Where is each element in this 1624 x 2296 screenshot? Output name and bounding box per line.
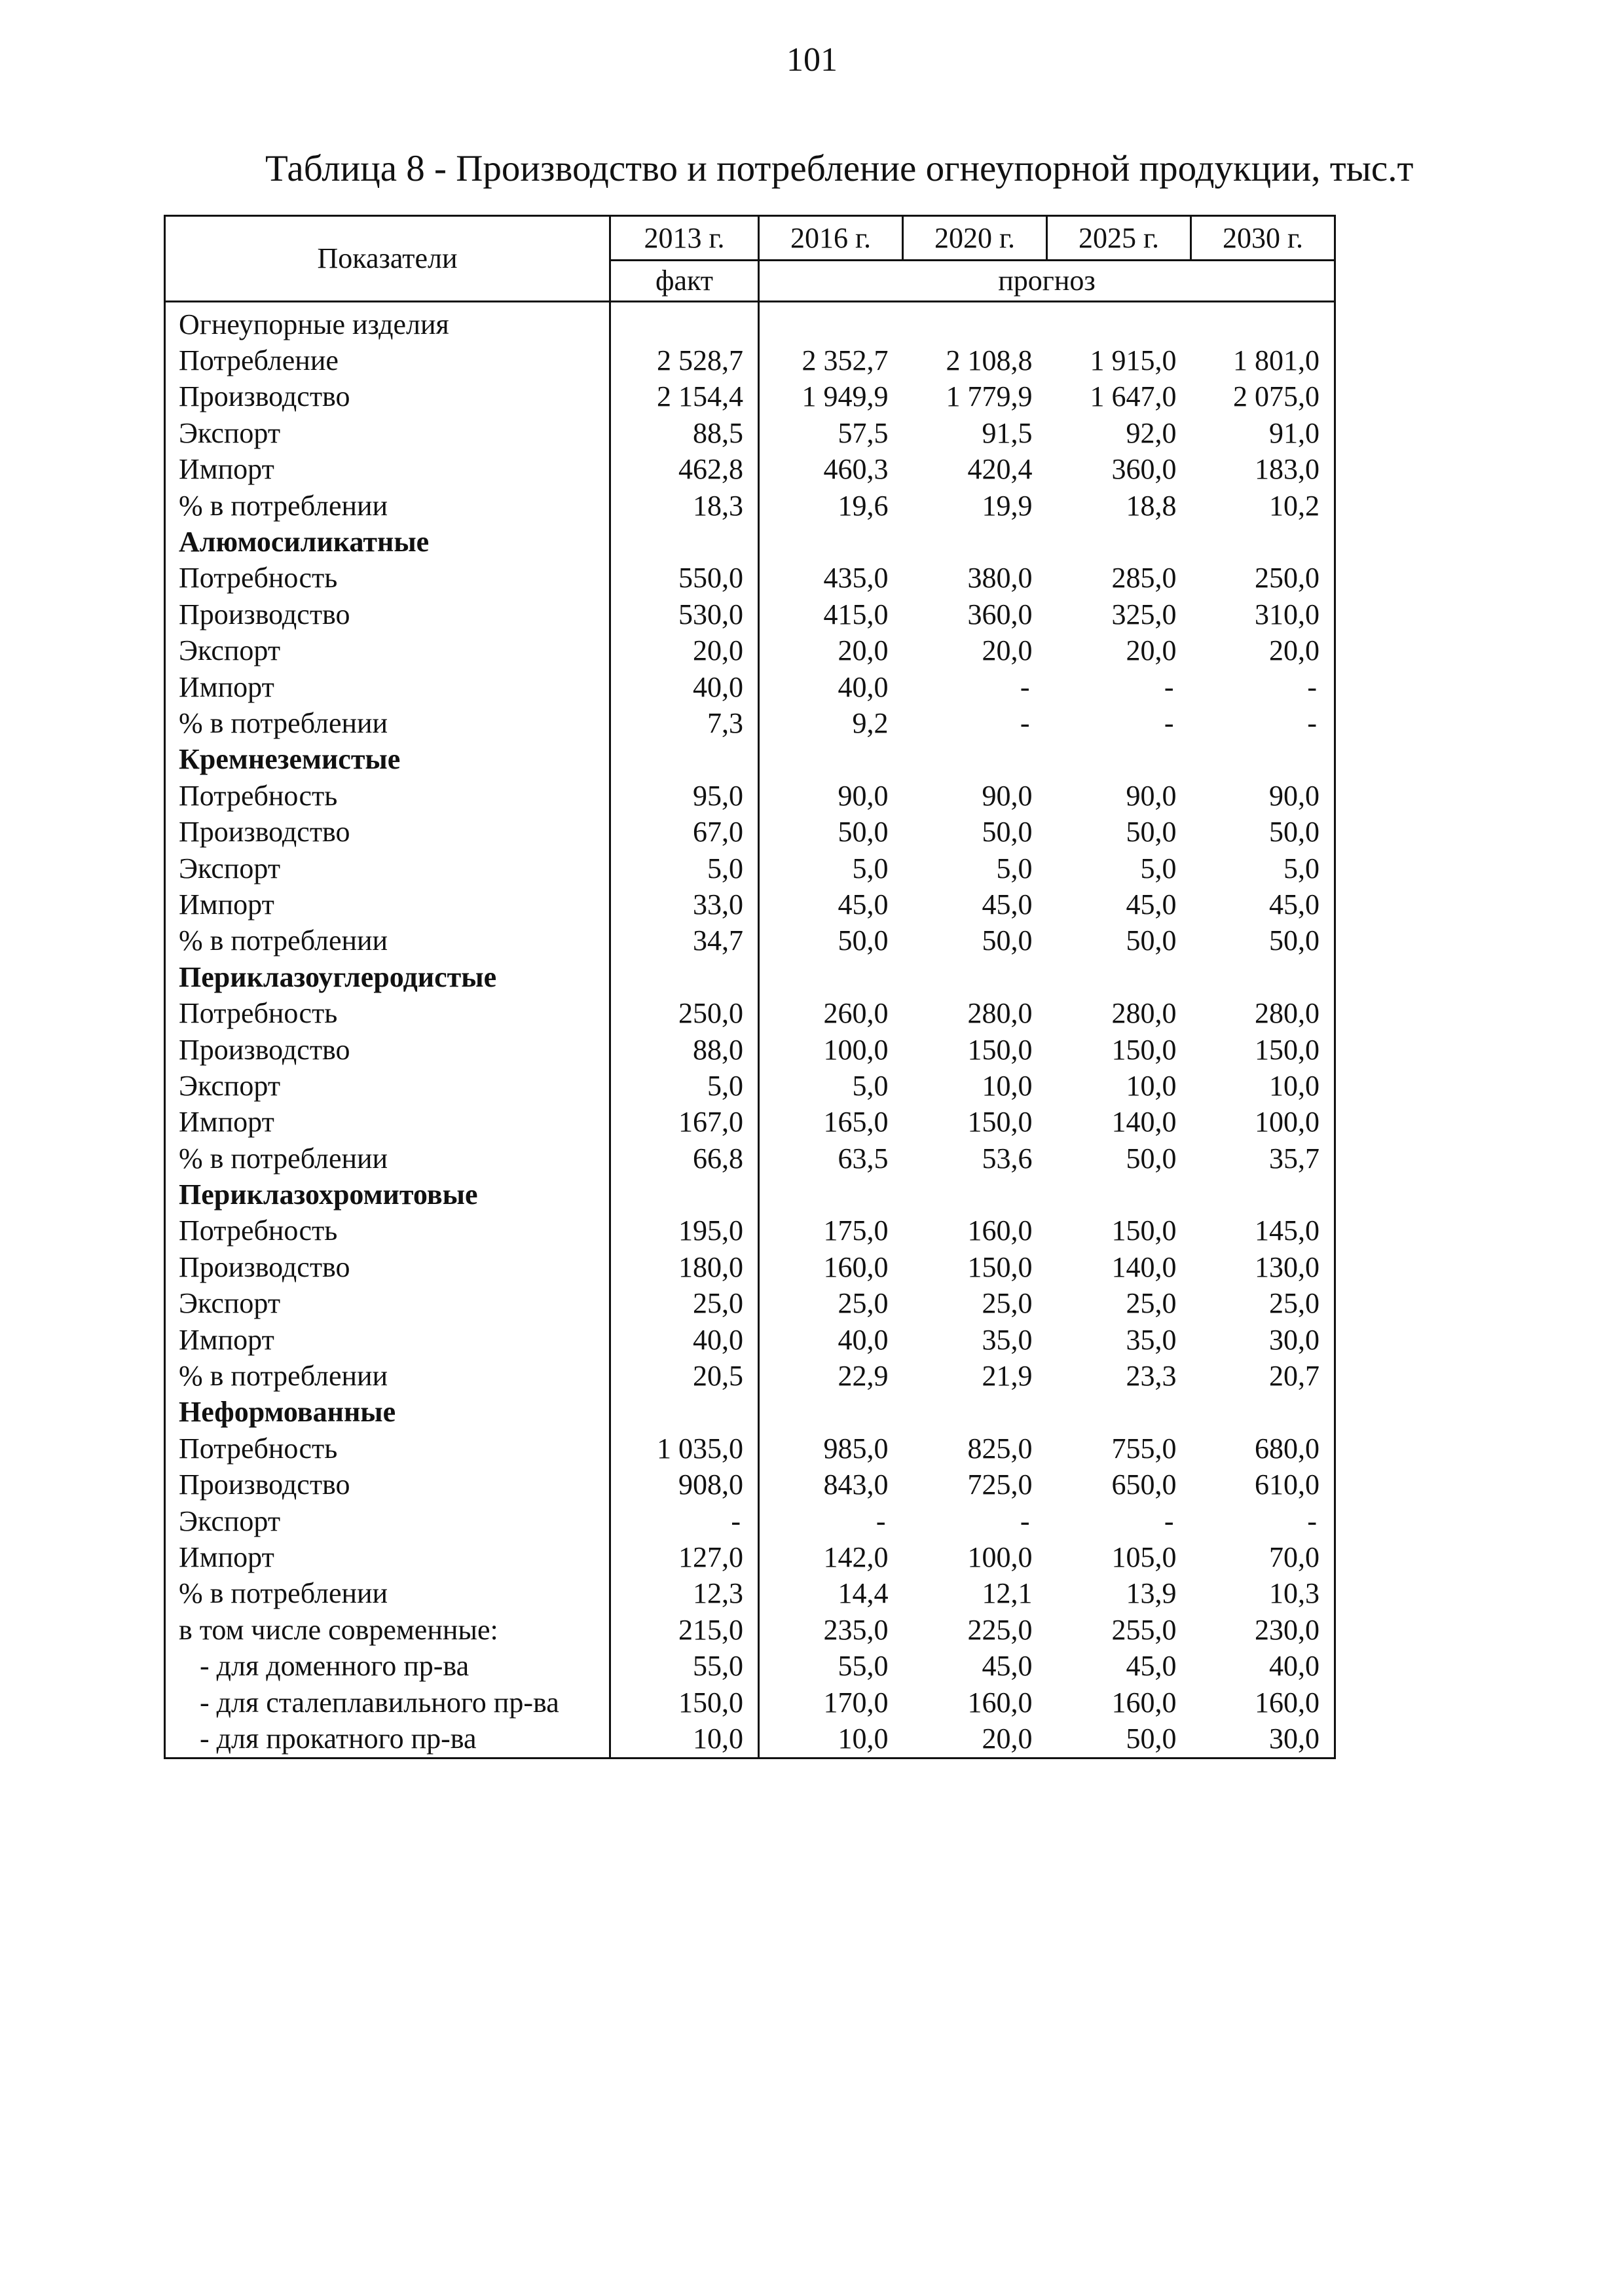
table-row	[165, 1430, 1335, 1467]
cell-value: 127,0	[610, 1539, 759, 1575]
cell-value: 170,0	[823, 1686, 889, 1719]
cell-value: 9,2	[852, 706, 889, 739]
cell-value: 25,0	[1126, 1287, 1177, 1320]
cell-value: 10,3	[1191, 1576, 1335, 1612]
row-label: % в потреблении	[165, 1576, 610, 1612]
cell-value: 145,0	[1191, 1213, 1335, 1249]
cell-value: 53,6	[982, 1142, 1033, 1175]
cell-value: 20,7	[1191, 1358, 1335, 1394]
cell-value: 92,0	[1126, 416, 1177, 449]
cell-value: 150,0	[967, 1106, 1033, 1139]
cell-value: 13,9	[1126, 1577, 1177, 1610]
cell-value	[1191, 742, 1335, 778]
table-body	[165, 302, 1335, 1758]
row-label: % в потреблении	[165, 705, 610, 741]
cell-value: 235,0	[823, 1613, 889, 1646]
table-row	[165, 596, 1335, 632]
row-label: Периклазоуглеродистые	[165, 959, 610, 995]
table-row	[165, 302, 1335, 343]
cell-value: 7,3	[610, 705, 759, 741]
cell-value	[1047, 524, 1191, 560]
header-year-2030: 2030 г.	[1191, 216, 1335, 261]
cell-value	[610, 302, 759, 343]
cell-value	[610, 524, 759, 560]
cell-value: 50,0	[1191, 814, 1335, 850]
row-label: Алюмосиликатные	[165, 524, 610, 560]
cell-value: 25,0	[610, 1286, 759, 1322]
cell-value	[610, 959, 759, 995]
cell-value: 20,0	[1126, 634, 1177, 667]
cell-value: 34,7	[610, 923, 759, 959]
table-row	[165, 342, 1335, 378]
cell-value: 10,0	[1191, 1068, 1335, 1104]
row-label: Производство	[165, 1249, 610, 1285]
table-row	[165, 1503, 1335, 1539]
row-label: Экспорт	[165, 850, 610, 886]
production-consumption-table	[164, 215, 1336, 1759]
cell-value: 19,6	[838, 489, 889, 522]
cell-value: 40,0	[1191, 1648, 1335, 1684]
cell-value: 650,0	[1111, 1468, 1177, 1501]
table-row	[165, 1576, 1335, 1612]
cell-value: 50,0	[1126, 816, 1177, 848]
cell-value: 160,0	[1111, 1686, 1177, 1719]
row-label: % в потреблении	[165, 1358, 610, 1394]
cell-value: 40,0	[838, 670, 889, 703]
cell-value: 55,0	[838, 1650, 889, 1683]
row-label: - для доменного пр-ва	[165, 1648, 610, 1684]
cell-value: 180,0	[610, 1249, 759, 1285]
cell-value: -	[1191, 705, 1335, 741]
cell-value: -	[1164, 1504, 1174, 1537]
cell-value: 67,0	[610, 814, 759, 850]
table-row	[165, 452, 1335, 488]
table-row	[165, 1286, 1335, 1322]
cell-value	[903, 742, 1047, 778]
cell-value: 725,0	[967, 1468, 1033, 1501]
cell-value: -	[1164, 670, 1174, 703]
cell-value: 2 108,8	[946, 344, 1033, 377]
table-row	[165, 1104, 1335, 1140]
cell-value: 88,0	[610, 1032, 759, 1068]
cell-value: 50,0	[1191, 923, 1335, 959]
cell-value: 57,5	[838, 416, 889, 449]
table-row	[165, 1721, 1335, 1758]
cell-value: 18,8	[1126, 489, 1177, 522]
row-label: Экспорт	[165, 1068, 610, 1104]
table-row	[165, 1213, 1335, 1249]
table-row	[165, 633, 1335, 669]
row-label: - для прокатного пр-ва	[165, 1721, 610, 1758]
cell-value	[759, 742, 903, 778]
cell-value: 20,0	[610, 633, 759, 669]
cell-value: 680,0	[1191, 1430, 1335, 1467]
cell-value: 1 915,0	[1090, 344, 1177, 377]
cell-value: 33,0	[610, 886, 759, 922]
cell-value: 175,0	[823, 1214, 889, 1247]
cell-value: 195,0	[610, 1213, 759, 1249]
row-label: Экспорт	[165, 1286, 610, 1322]
cell-value: 20,0	[982, 634, 1033, 667]
cell-value	[1047, 742, 1191, 778]
cell-value: 140,0	[1111, 1106, 1177, 1139]
cell-value: 250,0	[610, 995, 759, 1031]
cell-value: 91,5	[982, 416, 1033, 449]
cell-value: -	[876, 1504, 886, 1537]
table-row	[165, 1068, 1335, 1104]
table-row	[165, 1032, 1335, 1068]
row-label: Импорт	[165, 886, 610, 922]
cell-value: -	[1191, 669, 1335, 705]
cell-value	[1047, 959, 1191, 995]
cell-value: 420,4	[967, 453, 1033, 486]
cell-value: 25,0	[982, 1287, 1033, 1320]
row-label: Производство	[165, 814, 610, 850]
cell-value: 167,0	[610, 1104, 759, 1140]
cell-value: 160,0	[967, 1686, 1033, 1719]
row-label: Производство	[165, 1032, 610, 1068]
cell-value: 2 352,7	[802, 344, 889, 377]
cell-value: 22,9	[838, 1360, 889, 1393]
cell-value: 21,9	[982, 1360, 1033, 1393]
cell-value: 45,0	[982, 1650, 1033, 1683]
cell-value: 10,0	[610, 1721, 759, 1758]
cell-value: 40,0	[610, 669, 759, 705]
cell-value: 100,0	[967, 1540, 1033, 1573]
cell-value: 66,8	[610, 1140, 759, 1176]
row-label: Экспорт	[165, 415, 610, 451]
cell-value	[1047, 1176, 1191, 1212]
cell-value: 150,0	[967, 1250, 1033, 1283]
cell-value: 90,0	[982, 779, 1033, 812]
table-row	[165, 1685, 1335, 1721]
cell-value	[1047, 302, 1191, 343]
cell-value: 18,3	[610, 488, 759, 524]
cell-value: 5,0	[610, 1068, 759, 1104]
cell-value: -	[1164, 706, 1174, 739]
row-label: Периклазохромитовые	[165, 1176, 610, 1212]
cell-value: 610,0	[1191, 1467, 1335, 1503]
cell-value: 230,0	[1191, 1612, 1335, 1648]
row-label: Потребность	[165, 1213, 610, 1249]
row-label: Экспорт	[165, 633, 610, 669]
cell-value: 150,0	[1111, 1033, 1177, 1066]
row-label: Импорт	[165, 669, 610, 705]
row-label: Потребность	[165, 778, 610, 814]
row-label: Потребность	[165, 995, 610, 1031]
row-label: в том числе современные:	[165, 1612, 610, 1648]
cell-value: -	[1191, 1503, 1335, 1539]
header-forecast: прогноз	[759, 261, 1335, 302]
cell-value: 160,0	[823, 1250, 889, 1283]
table-row	[165, 850, 1335, 886]
cell-value: 95,0	[610, 778, 759, 814]
header-fact: факт	[610, 261, 759, 302]
cell-value: 150,0	[967, 1033, 1033, 1066]
table-row	[165, 560, 1335, 596]
row-label: Импорт	[165, 1322, 610, 1358]
cell-value: 45,0	[838, 888, 889, 920]
cell-value: 130,0	[1191, 1249, 1335, 1285]
cell-value: 19,9	[982, 489, 1033, 522]
cell-value: 5,0	[996, 852, 1033, 884]
row-label: Неформованные	[165, 1394, 610, 1430]
cell-value: 90,0	[1126, 779, 1177, 812]
cell-value: 260,0	[823, 997, 889, 1030]
cell-value: 255,0	[1111, 1613, 1177, 1646]
cell-value: 10,0	[759, 1721, 903, 1758]
cell-value: 142,0	[823, 1540, 889, 1573]
cell-value	[903, 1176, 1047, 1212]
cell-value	[1191, 959, 1335, 995]
cell-value: 63,5	[838, 1142, 889, 1175]
cell-value	[903, 524, 1047, 560]
cell-value: 150,0	[610, 1685, 759, 1721]
table-row	[165, 1176, 1335, 1212]
row-label: Потребность	[165, 560, 610, 596]
cell-value: 30,0	[1191, 1721, 1335, 1758]
cell-value: 150,0	[1191, 1032, 1335, 1068]
table-row	[165, 1358, 1335, 1394]
cell-value: 50,0	[982, 816, 1033, 848]
cell-value: 90,0	[1191, 778, 1335, 814]
cell-value: 55,0	[610, 1648, 759, 1684]
cell-value: 5,0	[852, 852, 889, 884]
cell-value: 30,0	[1191, 1322, 1335, 1358]
cell-value	[610, 1394, 759, 1430]
row-label: Потребность	[165, 1430, 610, 1467]
cell-value: 45,0	[1126, 888, 1177, 920]
cell-value: 360,0	[1111, 453, 1177, 486]
cell-value: -	[610, 1503, 759, 1539]
row-label: Производство	[165, 379, 610, 415]
row-label: Кремнеземистые	[165, 742, 610, 778]
cell-value: 310,0	[1191, 596, 1335, 632]
page-number: 101	[786, 41, 838, 79]
cell-value: 908,0	[610, 1467, 759, 1503]
header-year-2016: 2016 г.	[759, 216, 903, 261]
cell-value: 5,0	[852, 1069, 889, 1102]
cell-value: 360,0	[967, 598, 1033, 630]
cell-value: 140,0	[1111, 1250, 1177, 1283]
cell-value: 435,0	[823, 562, 889, 594]
table-row	[165, 778, 1335, 814]
cell-value: 45,0	[1191, 886, 1335, 922]
cell-value: 755,0	[1111, 1432, 1177, 1465]
cell-value: 20,0	[838, 634, 889, 667]
cell-value: 10,2	[1191, 488, 1335, 524]
table-row	[165, 524, 1335, 560]
table-row	[165, 705, 1335, 741]
cell-value: 35,0	[982, 1323, 1033, 1356]
cell-value: 20,0	[1191, 633, 1335, 669]
table-row	[165, 1539, 1335, 1575]
cell-value: 825,0	[967, 1432, 1033, 1465]
cell-value: 12,3	[610, 1576, 759, 1612]
cell-value: 380,0	[967, 562, 1033, 594]
row-label: % в потреблении	[165, 1140, 610, 1176]
cell-value: 5,0	[1191, 850, 1335, 886]
cell-value	[1047, 1394, 1191, 1430]
row-label: Импорт	[165, 1104, 610, 1140]
cell-value: 2 528,7	[610, 342, 759, 378]
cell-value: 225,0	[967, 1613, 1033, 1646]
cell-value: 1 647,0	[1090, 380, 1177, 413]
cell-value: 1 035,0	[610, 1430, 759, 1467]
table-row	[165, 1648, 1335, 1684]
cell-value: 50,0	[982, 924, 1033, 957]
cell-value: 285,0	[1111, 562, 1177, 594]
cell-value	[903, 302, 1047, 343]
cell-value: 14,4	[838, 1577, 889, 1610]
cell-value: 280,0	[1111, 997, 1177, 1030]
row-label: - для сталеплавильного пр-ва	[165, 1685, 610, 1721]
cell-value: 50,0	[838, 924, 889, 957]
row-label: Импорт	[165, 452, 610, 488]
cell-value: 23,3	[1126, 1360, 1177, 1393]
table-row	[165, 488, 1335, 524]
cell-value: 250,0	[1191, 560, 1335, 596]
cell-value	[759, 1176, 903, 1212]
cell-value	[759, 1394, 903, 1430]
cell-value: 415,0	[823, 598, 889, 630]
cell-value: 50,0	[1047, 1721, 1191, 1758]
row-label: % в потреблении	[165, 923, 610, 959]
cell-value: 20,5	[610, 1358, 759, 1394]
table-row	[165, 1140, 1335, 1176]
row-label: Импорт	[165, 1539, 610, 1575]
cell-value: 165,0	[823, 1106, 889, 1139]
cell-value: 462,8	[610, 452, 759, 488]
cell-value: 160,0	[1191, 1685, 1335, 1721]
cell-value: 70,0	[1191, 1539, 1335, 1575]
row-label: Производство	[165, 1467, 610, 1503]
cell-value: 2 154,4	[610, 379, 759, 415]
table-row	[165, 923, 1335, 959]
cell-value: 100,0	[823, 1033, 889, 1066]
cell-value	[1191, 1394, 1335, 1430]
cell-value: 1 801,0	[1191, 342, 1335, 378]
cell-value: 215,0	[610, 1612, 759, 1648]
cell-value: 105,0	[1111, 1540, 1177, 1573]
cell-value: 40,0	[610, 1322, 759, 1358]
cell-value: 90,0	[838, 779, 889, 812]
cell-value: 35,0	[1126, 1323, 1177, 1356]
cell-value: 100,0	[1191, 1104, 1335, 1140]
cell-value	[1191, 1176, 1335, 1212]
cell-value	[1191, 302, 1335, 343]
cell-value	[903, 1394, 1047, 1430]
cell-value: 160,0	[967, 1214, 1033, 1247]
header-year-2025: 2025 г.	[1047, 216, 1191, 261]
cell-value	[759, 302, 903, 343]
cell-value: -	[1020, 670, 1030, 703]
cell-value: 40,0	[838, 1323, 889, 1356]
table-row	[165, 669, 1335, 705]
cell-value: 10,0	[982, 1069, 1033, 1102]
cell-value	[903, 959, 1047, 995]
cell-value	[1191, 524, 1335, 560]
cell-value: 5,0	[610, 850, 759, 886]
cell-value: 45,0	[1126, 1650, 1177, 1683]
row-label: Потребление	[165, 342, 610, 378]
cell-value: 183,0	[1191, 452, 1335, 488]
cell-value: -	[1020, 1504, 1030, 1537]
cell-value: 91,0	[1191, 415, 1335, 451]
table-row	[165, 995, 1335, 1031]
table-row	[165, 886, 1335, 922]
cell-value: 45,0	[982, 888, 1033, 920]
cell-value: 10,0	[1126, 1069, 1177, 1102]
row-label: Огнеупорные изделия	[165, 302, 610, 343]
cell-value: 985,0	[823, 1432, 889, 1465]
cell-value: 25,0	[1191, 1286, 1335, 1322]
cell-value: 5,0	[1140, 852, 1177, 884]
table-row	[165, 742, 1335, 778]
cell-value: -	[1020, 706, 1030, 739]
header-indicators: Показатели	[165, 216, 610, 302]
table-row	[165, 1467, 1335, 1503]
cell-value	[610, 742, 759, 778]
header-year-2020: 2020 г.	[903, 216, 1047, 261]
table-row	[165, 1394, 1335, 1430]
cell-value: 50,0	[838, 816, 889, 848]
cell-value: 2 075,0	[1191, 379, 1335, 415]
table-row	[165, 814, 1335, 850]
cell-value: 530,0	[610, 596, 759, 632]
cell-value: 12,1	[982, 1577, 1033, 1610]
cell-value	[759, 524, 903, 560]
cell-value	[759, 959, 903, 995]
cell-value: 325,0	[1111, 598, 1177, 630]
row-label: Производство	[165, 596, 610, 632]
table-row	[165, 1322, 1335, 1358]
cell-value: 88,5	[610, 415, 759, 451]
table-caption: Таблица 8 - Производство и потребление огнеупорной продукции, тыс.т	[265, 148, 1414, 189]
cell-value: 50,0	[1126, 1142, 1177, 1175]
table-row	[165, 379, 1335, 415]
cell-value: 1 779,9	[946, 380, 1033, 413]
cell-value: 150,0	[1111, 1214, 1177, 1247]
cell-value	[610, 1176, 759, 1212]
row-label: Экспорт	[165, 1503, 610, 1539]
row-label: % в потреблении	[165, 488, 610, 524]
cell-value: 550,0	[610, 560, 759, 596]
table-row	[165, 959, 1335, 995]
cell-value: 280,0	[967, 997, 1033, 1030]
header-year-2013: 2013 г.	[610, 216, 759, 261]
cell-value: 25,0	[838, 1287, 889, 1320]
table-row	[165, 1249, 1335, 1285]
cell-value: 50,0	[1126, 924, 1177, 957]
cell-value: 843,0	[823, 1468, 889, 1501]
cell-value: 1 949,9	[802, 380, 889, 413]
cell-value: 35,7	[1191, 1140, 1335, 1176]
cell-value: 460,3	[823, 453, 889, 486]
cell-value: 280,0	[1191, 995, 1335, 1031]
cell-value: 20,0	[903, 1721, 1047, 1758]
table-row	[165, 415, 1335, 451]
table-row	[165, 1612, 1335, 1648]
